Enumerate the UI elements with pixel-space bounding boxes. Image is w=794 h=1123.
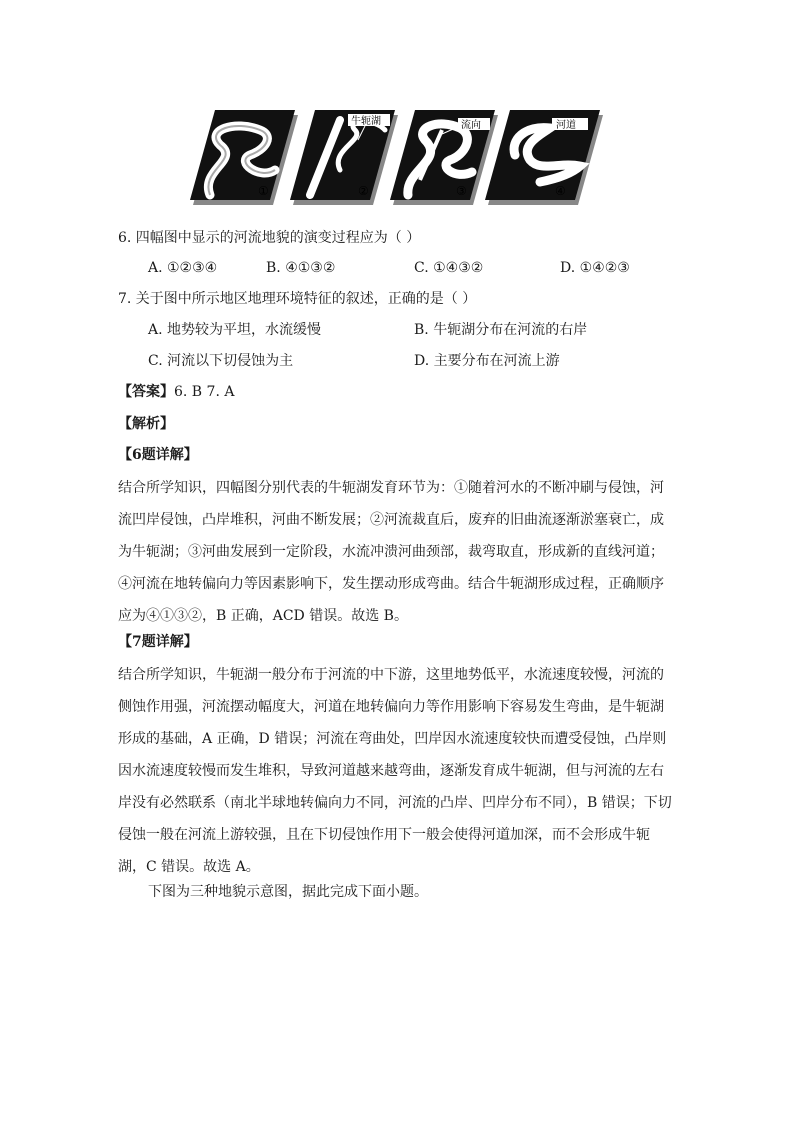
detail-7-line: 结合所学知识，牛轭湖一般分布于河流的中下游，这里地势低平，水流速度较慢，河流的 xyxy=(118,667,664,683)
next-section-intro: 下图为三种地貌示意图，据此完成下面小题。 xyxy=(148,884,428,900)
panel-2 xyxy=(290,110,398,205)
question-7-stem: 7. 关于图中所示地区地理环境特征的叙述，正确的是（ ） xyxy=(118,291,477,307)
panel-1 xyxy=(190,110,298,205)
q6-option-a: A. ①②③④ xyxy=(148,260,218,276)
panel-2-number: ② xyxy=(358,184,369,198)
q7-option-d: D. 主要分布在河流上游 xyxy=(414,353,560,369)
q7-option-c: C. 河流以下切侵蚀为主 xyxy=(148,353,294,369)
detail-7-line: 形成的基础，A 正确，D 错误；河流在弯曲处，凹岸因水流速度较快而遭受侵蚀，凸岸则 xyxy=(118,731,667,747)
answer-line xyxy=(118,382,234,402)
oxbow-lake-label: 牛轭湖 xyxy=(351,116,381,127)
detail-6-line: 结合所学知识，四幅图分别代表的牛轭湖发育环节为：①随着河水的不断冲刷与侵蚀，河 xyxy=(118,480,664,496)
q6-option-c: C. ①④③② xyxy=(414,260,484,276)
detail-6-line: 为牛轭湖；③河曲发展到一定阶段，水流冲溃河曲颈部，裁弯取直，形成新的直线河道； xyxy=(118,544,664,560)
answer-label: 【答案】 xyxy=(118,384,174,400)
q6-option-b: B. ④①③② xyxy=(266,260,336,276)
panel-1-number: ① xyxy=(258,184,269,198)
panel-3 xyxy=(390,110,498,205)
detail-6-line: 应为④①③②，B 正确，ACD 错误。故选 B。 xyxy=(118,608,408,624)
q7-option-a: A. 地势较为平坦，水流缓慢 xyxy=(148,322,322,338)
detail-7-label: 【7题详解】 xyxy=(118,634,198,650)
detail-6-line: 流凹岸侵蚀，凸岸堆积，河曲不断发展；②河流裁直后，废弃的旧曲流逐渐淤塞衰亡，成 xyxy=(118,512,664,528)
q6-option-d: D. ①④②③ xyxy=(560,260,630,276)
flow-direction-label: 流向 xyxy=(461,120,481,131)
analysis-label: 【解析】 xyxy=(118,416,174,432)
question-6-stem: 6. 四幅图中显示的河流地貌的演变过程应为（ ） xyxy=(118,230,421,246)
river-evolution-figure xyxy=(180,100,610,215)
detail-7-line: 侵蚀一般在河流上游较强，且在下切侵蚀作用下一般会使得河道加深，而不会形成牛轭 xyxy=(118,827,650,843)
q7-option-b: B. 牛轭湖分布在河流的右岸 xyxy=(414,322,588,338)
panel-3-number: ③ xyxy=(456,184,467,198)
answer-text: 6. B 7. A xyxy=(174,384,235,400)
detail-6-paragraph xyxy=(118,472,678,632)
detail-7-line: 侧蚀作用强，河流摆动幅度大，河道在地转偏向力等作用影响下容易发生弯曲，是牛轭湖 xyxy=(118,699,664,715)
detail-7-line: 湖，C 错误。故选 A。 xyxy=(118,859,260,875)
detail-7-line: 因水流速度较慢而发生堆积，导致河道越来越弯曲，逐渐发育成牛轭湖，但与河流的左右 xyxy=(118,763,664,779)
panel-4-number: ④ xyxy=(555,184,566,198)
detail-6-line: ④河流在地转偏向力等因素影响下，发生摆动形成弯曲。结合牛轭湖形成过程，正确顺序 xyxy=(118,576,664,592)
detail-7-line: 岸没有必然联系（南北半球地转偏向力不同，河流的凸岸、凹岸分布不同），B 错误；下切 xyxy=(118,795,672,811)
detail-7-paragraph xyxy=(118,659,678,883)
detail-6-label: 【6题详解】 xyxy=(118,447,198,463)
river-channel-label: 河道 xyxy=(556,120,576,131)
panel-4 xyxy=(485,110,603,205)
